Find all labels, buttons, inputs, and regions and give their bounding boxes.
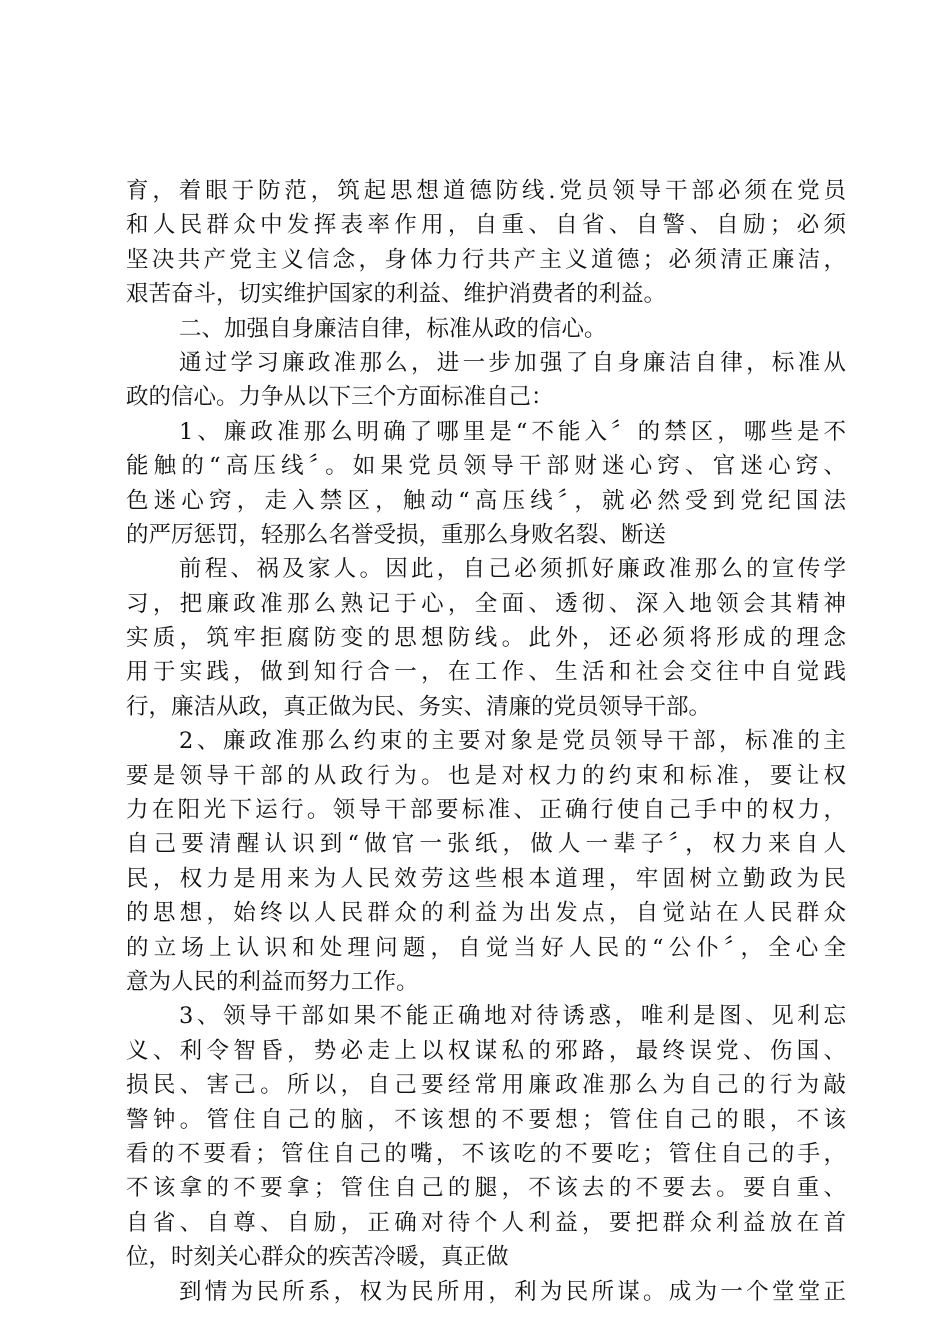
text-line: 义、利令智昏，势必走上以权谋私的邪路，最终误党、伤国、 bbox=[126, 1037, 846, 1064]
text-line: 自省、自尊、自励，正确对待个人利益，要把群众利益放在首 bbox=[126, 1209, 846, 1236]
text-line: 的立场上认识和处理问题，自觉当好人民的“公仆〞，全心全 bbox=[126, 934, 846, 961]
text-line: 民，权力是用来为人民效劳这些根本道理，牢固树立勤政为民 bbox=[126, 865, 846, 892]
text-line: 看的不要看；管住自己的嘴，不该吃的不要吃；管住自己的手， bbox=[126, 1140, 846, 1167]
text-line: 不该拿的不要拿；管住自己的腿，不该去的不要去。要自重、 bbox=[126, 1175, 846, 1202]
text-line: 力在阳光下运行。领导干部要标准、正确行使自己手中的权力， bbox=[126, 797, 846, 824]
text-line: 的严厉惩罚，轻那么名誉受损，重那么身败名裂、断送 bbox=[126, 521, 667, 548]
text-line: 位，时刻关心群众的疾苦冷暖，真正做 bbox=[126, 1244, 509, 1271]
text-line: 的思想，始终以人民群众的利益为出发点，自觉站在人民群众 bbox=[126, 900, 846, 927]
text-line: 警钟。管住自己的脑，不该想的不要想；管住自己的眼，不该 bbox=[126, 1106, 846, 1133]
text-line: 习，把廉政准那么熟记于心，全面、透彻、深入地领会其精神 bbox=[126, 590, 846, 617]
text-line: 到情为民所系，权为民所用，利为民所谋。成为一个堂堂正 bbox=[179, 1278, 846, 1305]
text-line: 色迷心窍，走入禁区，触动“高压线〞，就必然受到党纪国法 bbox=[126, 487, 846, 514]
text-line: 通过学习廉政准那么，进一步加强了自身廉洁自律，标准从 bbox=[179, 349, 846, 376]
text-line: 能触的“高压线〞。如果党员领导干部财迷心窍、官迷心窍、 bbox=[126, 453, 846, 480]
text-line: 政的信心。力争从以下三个方面标准自己： bbox=[126, 384, 554, 411]
text-line: 实质，筑牢拒腐防变的思想防线。此外，还必须将形成的理念 bbox=[126, 625, 846, 652]
text-line: 行，廉洁从政，真正做为民、务实、清廉的党员领导干部。 bbox=[126, 693, 712, 720]
text-line: 艰苦奋斗，切实维护国家的利益、维护消费者的利益。 bbox=[126, 281, 667, 308]
text-line: 育，着眼于防范，筑起思想道德防线.党员领导干部必须在党员 bbox=[126, 178, 846, 204]
text-line: 要是领导干部的从政行为。也是对权力的约束和标准，要让权 bbox=[126, 762, 846, 789]
text-line: 损民、害己。所以，自己要经常用廉政准那么为自己的行为敲 bbox=[126, 1072, 846, 1099]
text-line: 用于实践，做到知行合一，在工作、生活和社会交往中自觉践 bbox=[126, 659, 846, 686]
text-line: 1、廉政准那么明确了哪里是“不能入〞的禁区，哪些是不 bbox=[179, 418, 846, 445]
document-body bbox=[126, 174, 846, 1309]
text-line: 二、加强自身廉洁自律，标准从政的信心。 bbox=[179, 315, 607, 342]
text-line: 3、领导干部如果不能正确地对待诱惑，唯利是图、见利忘 bbox=[179, 1003, 846, 1030]
text-line: 坚决共产党主义信念，身体力行共产主义道德；必须清正廉洁， bbox=[126, 246, 846, 273]
text-line: 和人民群众中发挥表率作用，自重、自省、自警、自励；必须 bbox=[126, 212, 846, 239]
text-line: 前程、祸及家人。因此，自己必须抓好廉政准那么的宣传学 bbox=[179, 556, 846, 583]
text-line: 意为人民的利益而努力工作。 bbox=[126, 968, 419, 995]
text-line: 自己要清醒认识到“做官一张纸，做人一辈子〞，权力来自人 bbox=[126, 831, 846, 858]
text-line: 2、廉政准那么约束的主要对象是党员领导干部，标准的主 bbox=[179, 728, 846, 755]
